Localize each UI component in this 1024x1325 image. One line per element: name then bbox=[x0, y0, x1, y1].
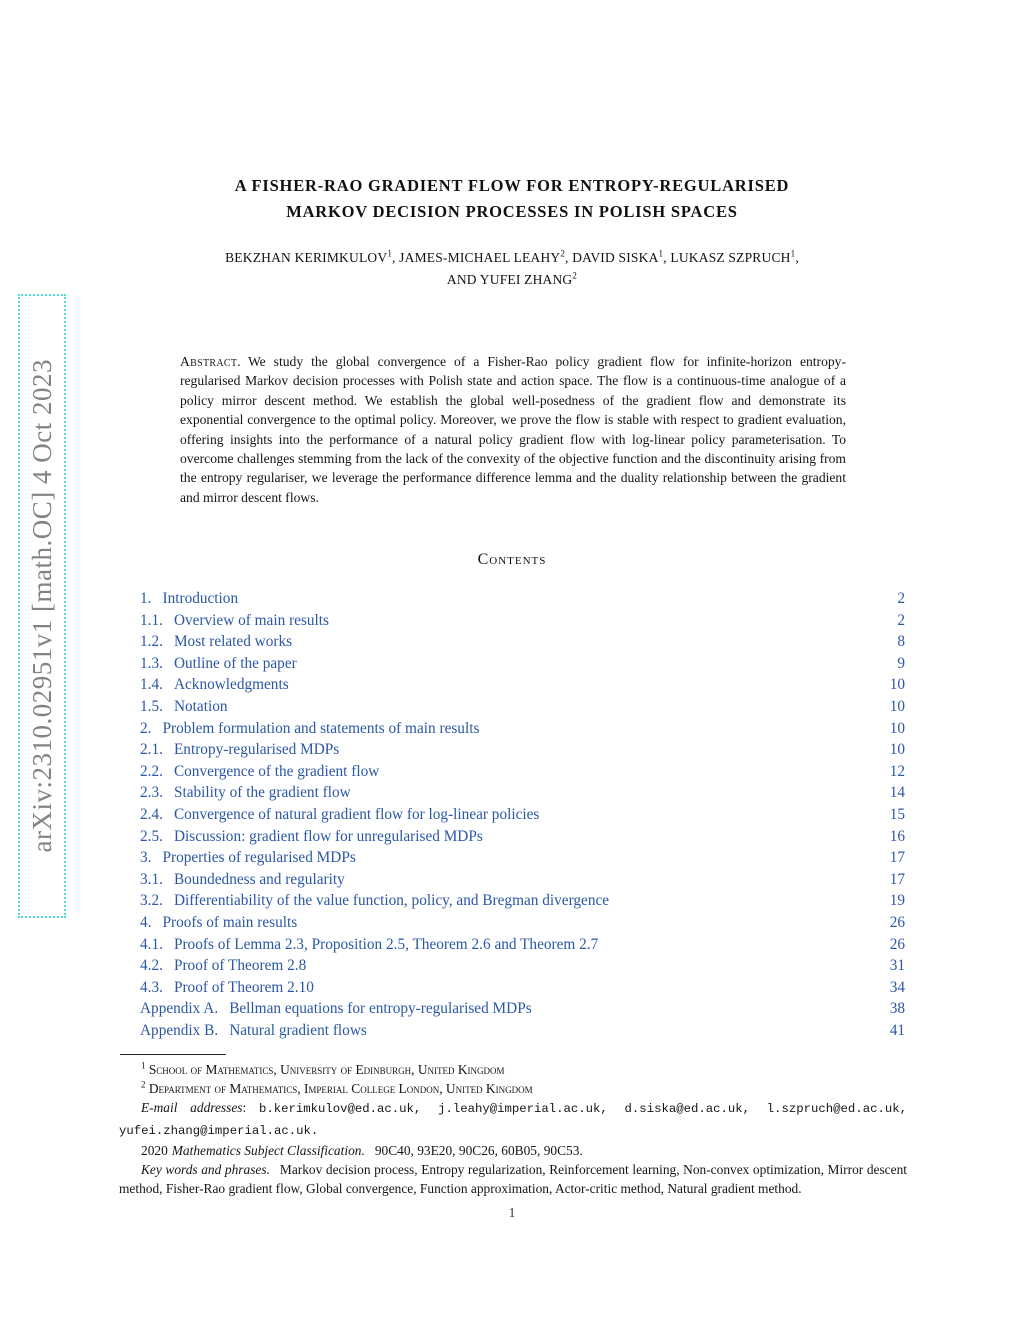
toc-page-number: 31 bbox=[889, 957, 905, 975]
author-affiliation-mark: 2 bbox=[560, 248, 566, 259]
toc-page-number: 2 bbox=[897, 590, 905, 607]
paper-title-line-1: A FISHER-RAO GRADIENT FLOW FOR ENTROPY-REGULARISED bbox=[234, 176, 790, 195]
toc-page-number: 10 bbox=[889, 719, 905, 737]
paper-title-line-2: MARKOV DECISION PROCESSES IN POLISH SPACES bbox=[286, 202, 738, 221]
toc-number: 2.4. bbox=[140, 805, 163, 823]
affiliation-2-text: Department of Mathematics, Imperial College London, United Kingdom bbox=[148, 1081, 533, 1097]
toc-entry-properties-regularised-mdps[interactable] bbox=[140, 847, 905, 869]
toc-number: 1.2. bbox=[140, 633, 163, 651]
toc-number: 1.5. bbox=[140, 697, 163, 715]
toc-label: Outline of the paper bbox=[173, 654, 297, 672]
affiliation-1-text: School of Mathematics, University of Edinburgh, United Kingdom bbox=[148, 1062, 505, 1077]
toc-label: Convergence of natural gradient flow for log-linear policies bbox=[173, 805, 540, 823]
toc-entry-acknowledgments[interactable] bbox=[140, 674, 905, 696]
toc-entry-appendix-b[interactable] bbox=[140, 1020, 905, 1042]
toc-label: Notation bbox=[173, 697, 228, 715]
toc-label: Bellman equations for entropy-regularised MDPs bbox=[229, 1000, 532, 1018]
toc-entry-entropy-regularised-mdps[interactable] bbox=[140, 739, 905, 761]
toc-number: 4. bbox=[140, 913, 152, 931]
author-affiliation-mark: 1 bbox=[658, 248, 664, 259]
toc-entry-convergence-gradient-flow[interactable] bbox=[140, 761, 905, 783]
toc-label: Overview of main results bbox=[173, 611, 330, 629]
toc-page-number: 17 bbox=[889, 849, 905, 867]
toc-label: Stability of the gradient flow bbox=[173, 784, 351, 802]
toc-number: 1. bbox=[140, 590, 152, 607]
toc-label: Discussion: gradient flow for unregularised MDPs bbox=[173, 827, 483, 845]
author-affiliation-mark: 2 bbox=[572, 270, 578, 281]
toc-page-number: 26 bbox=[889, 935, 905, 953]
abstract bbox=[180, 352, 846, 507]
toc-entry-proof-theorem-2-8[interactable] bbox=[140, 955, 905, 977]
keywords-text: Markov decision process, Entropy regularization, Reinforcement learning, Non-convex optimization, Mirror descent method, Fisher-Rao gradient flow, Global convergence, Function approximation, Actor-critic method, Natural gradient method. bbox=[119, 1162, 907, 1197]
toc-page-number: 2 bbox=[897, 611, 905, 629]
footnote-block bbox=[119, 1060, 907, 1198]
toc-number: 3.1. bbox=[140, 870, 163, 888]
msc-label: Mathematics Subject Classification. bbox=[171, 1142, 365, 1158]
toc-page-number: 15 bbox=[889, 805, 905, 823]
abstract-label: Abstract. bbox=[180, 354, 241, 369]
author-separator: , bbox=[565, 250, 573, 265]
toc-label: Most related works bbox=[173, 633, 293, 651]
email-colon: : bbox=[242, 1100, 259, 1116]
abstract-text: We study the global convergence of a Fisher-Rao policy gradient flow for infinite-horizon entropy-regularised Markov decision processes with Polish state and action space. The flow is a continuous-time analogue of a policy mirror descent method. We establish the global well-posedness of the gradient flow and demonstrate its exponential convergence to the optimal policy. Moreover, we prove the flow is stable with respect to gradient evaluation, offering insights into the performance of a natural policy gradient flow with log-linear policy parameterisation. To overcome challenges stemming from the lack of the convexity of the objective function and the discontinuity arising from the entropy regulariser, we leverage the performance difference lemma and the duality relationship between the gradient and mirror descent flows. bbox=[180, 354, 846, 505]
toc-entry-proofs-lemma-theorems[interactable] bbox=[140, 934, 905, 956]
toc-page-number: 19 bbox=[889, 892, 905, 910]
author-affiliation-mark: 1 bbox=[790, 248, 796, 259]
toc-label: Properties of regularised MDPs bbox=[162, 849, 356, 867]
toc-page-number: 8 bbox=[897, 633, 905, 651]
toc-label: Proof of Theorem 2.8 bbox=[173, 957, 307, 975]
toc-entry-problem-formulation[interactable] bbox=[140, 718, 905, 740]
toc-label: Proof of Theorem 2.10 bbox=[173, 978, 314, 996]
toc-entry-proof-theorem-2-10[interactable] bbox=[140, 977, 905, 999]
toc-entry-proofs-main-results[interactable] bbox=[140, 912, 905, 934]
toc-number: Appendix A. bbox=[140, 1000, 219, 1018]
author-separator: , bbox=[392, 250, 400, 265]
msc-line bbox=[119, 1141, 907, 1160]
toc-number: 3. bbox=[140, 849, 152, 867]
toc-label: Acknowledgments bbox=[173, 676, 289, 694]
author-name: JAMES-MICHAEL LEAHY bbox=[399, 250, 561, 265]
affiliation-1-mark: 1 bbox=[141, 1060, 146, 1071]
toc-label: Problem formulation and statements of main results bbox=[162, 719, 480, 737]
toc-page-number: 17 bbox=[889, 870, 905, 888]
toc-page-number: 41 bbox=[889, 1021, 905, 1039]
author-name: LUKASZ SZPRUCH bbox=[670, 250, 791, 265]
toc-page-number: 10 bbox=[889, 697, 905, 715]
toc-number: Appendix B. bbox=[140, 1021, 219, 1039]
toc-entry-introduction[interactable] bbox=[140, 588, 905, 610]
toc-label: Proofs of Lemma 2.3, Proposition 2.5, Theorem 2.6 and Theorem 2.7 bbox=[173, 935, 599, 953]
contents-heading: Contents bbox=[477, 551, 547, 568]
author-name: AND YUFEI ZHANG bbox=[446, 272, 573, 287]
toc-label: Proofs of main results bbox=[162, 913, 298, 931]
toc-page-number: 10 bbox=[889, 741, 905, 759]
toc-page-number: 16 bbox=[889, 827, 905, 845]
toc-entry-appendix-a[interactable] bbox=[140, 998, 905, 1020]
author-separator: , bbox=[663, 250, 671, 265]
msc-codes: 90C40, 93E20, 90C26, 60B05, 90C53. bbox=[374, 1142, 583, 1158]
toc-entry-boundedness-regularity[interactable] bbox=[140, 869, 905, 891]
arxiv-identifier: arXiv:2310.02951v1 [math.OC] 4 Oct 2023 bbox=[26, 359, 57, 853]
author-separator: , bbox=[795, 250, 799, 265]
author-name: DAVID SISKA bbox=[572, 250, 659, 265]
toc-number: 2.2. bbox=[140, 762, 163, 780]
toc-page-number: 14 bbox=[889, 784, 905, 802]
toc-label: Convergence of the gradient flow bbox=[173, 762, 380, 780]
toc-number: 4.3. bbox=[140, 978, 163, 996]
toc-entry-overview[interactable] bbox=[140, 610, 905, 632]
toc-number: 1.3. bbox=[140, 654, 163, 672]
toc-page-number: 26 bbox=[889, 913, 905, 931]
page-number: 1 bbox=[508, 1205, 516, 1220]
affiliation-2-mark: 2 bbox=[141, 1079, 146, 1090]
arxiv-watermark bbox=[18, 294, 66, 918]
toc-number: 2. bbox=[140, 719, 152, 737]
affiliation-2 bbox=[119, 1079, 907, 1098]
keywords-line bbox=[119, 1160, 907, 1198]
toc-label: Boundedness and regularity bbox=[173, 870, 345, 888]
toc-label: Introduction bbox=[162, 590, 239, 607]
toc-number: 2.3. bbox=[140, 784, 163, 802]
toc-label: Entropy-regularised MDPs bbox=[173, 741, 340, 759]
authors-line-2 bbox=[119, 269, 905, 291]
authors-line-1 bbox=[119, 247, 905, 269]
table-of-contents bbox=[140, 588, 905, 1041]
toc-number: 2.1. bbox=[140, 741, 163, 759]
footnote-rule bbox=[120, 1054, 226, 1055]
email-label: E-mail addresses bbox=[141, 1100, 243, 1116]
toc-label: Natural gradient flows bbox=[229, 1021, 367, 1039]
author-list bbox=[119, 247, 905, 291]
toc-number: 1.4. bbox=[140, 676, 163, 694]
paper-title bbox=[119, 173, 905, 225]
toc-number: 3.2. bbox=[140, 892, 163, 910]
email-line bbox=[119, 1098, 907, 1140]
toc-entry-discussion-unregularised[interactable] bbox=[140, 826, 905, 848]
author-affiliation-mark: 1 bbox=[387, 248, 393, 259]
toc-entry-outline[interactable] bbox=[140, 653, 905, 675]
email-addresses: b.kerimkulov@ed.ac.uk, j.leahy@imperial.ac.uk, d.siska@ed.ac.uk, l.szpruch@ed.ac.uk, yufei.zhang@imperial.ac.uk. bbox=[119, 1102, 907, 1138]
toc-page-number: 9 bbox=[897, 654, 905, 672]
toc-number: 4.1. bbox=[140, 935, 163, 953]
toc-entry-related-works[interactable] bbox=[140, 631, 905, 653]
toc-page-number: 10 bbox=[889, 676, 905, 694]
author-name: BEKZHAN KERIMKULOV bbox=[225, 250, 388, 265]
toc-label: Differentiability of the value function, policy, and Bregman divergence bbox=[173, 892, 610, 910]
toc-entry-notation[interactable] bbox=[140, 696, 905, 718]
msc-year: 2020 bbox=[141, 1142, 168, 1158]
toc-number: 4.2. bbox=[140, 957, 163, 975]
affiliation-1 bbox=[119, 1060, 907, 1079]
toc-number: 1.1. bbox=[140, 611, 163, 629]
toc-entry-natural-gradient-flow[interactable] bbox=[140, 804, 905, 826]
toc-page-number: 34 bbox=[889, 978, 905, 996]
toc-number: 2.5. bbox=[140, 827, 163, 845]
toc-entry-stability-gradient-flow[interactable] bbox=[140, 782, 905, 804]
toc-page-number: 38 bbox=[889, 1000, 905, 1018]
toc-page-number: 12 bbox=[889, 762, 905, 780]
keywords-label: Key words and phrases. bbox=[141, 1162, 270, 1178]
toc-entry-differentiability[interactable] bbox=[140, 890, 905, 912]
